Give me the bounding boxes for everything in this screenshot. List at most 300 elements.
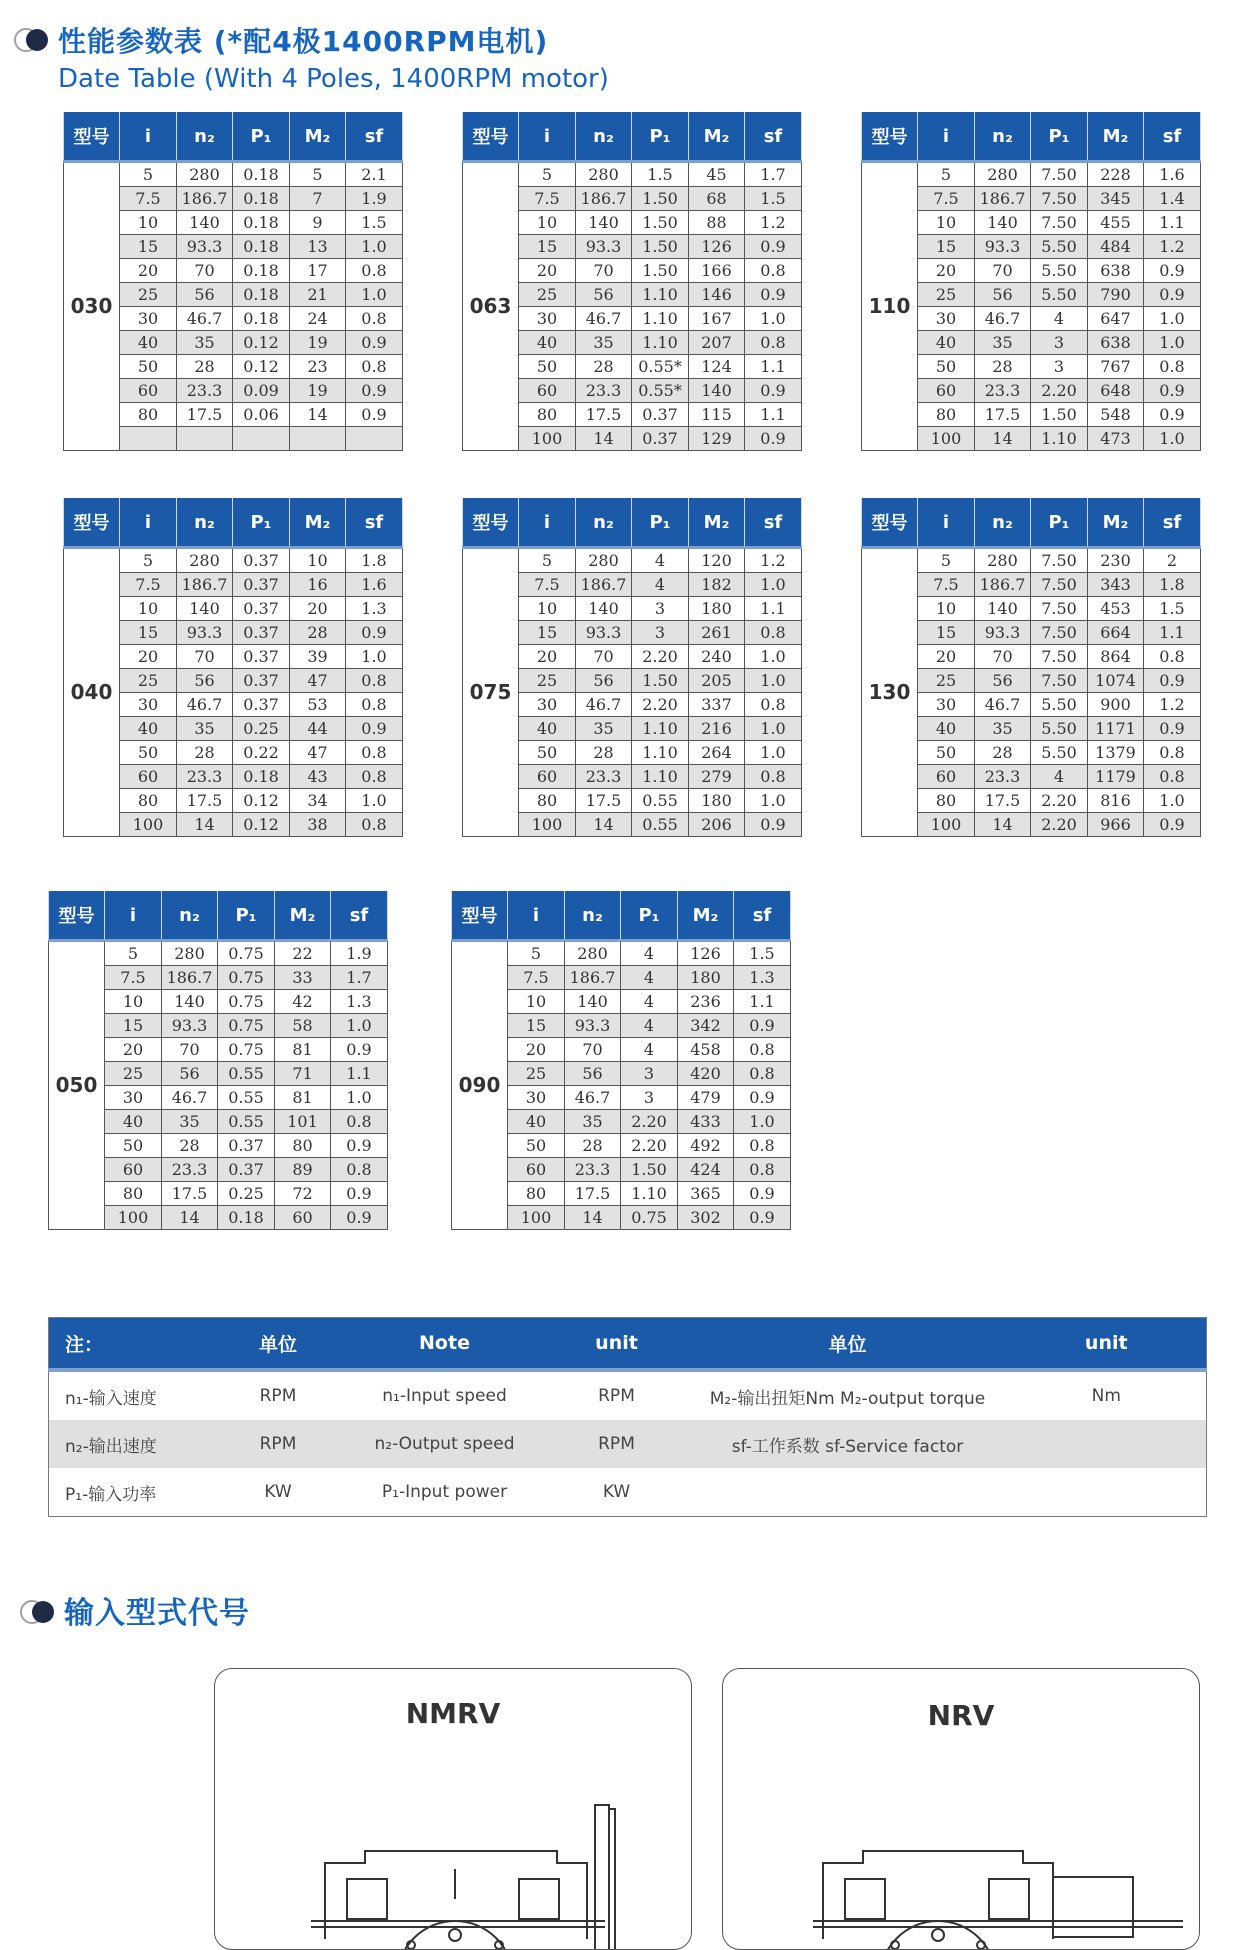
perf-cell: 900 bbox=[1088, 693, 1144, 717]
perf-cell: 80 bbox=[120, 403, 177, 427]
perf-cell: 14 bbox=[975, 813, 1031, 837]
perf-cell: 280 bbox=[975, 548, 1031, 573]
perf-table-130 bbox=[861, 498, 1201, 837]
perf-cell: 35 bbox=[975, 717, 1031, 741]
perf-header-cell: n₂ bbox=[565, 891, 621, 941]
perf-cell: 10 bbox=[508, 990, 565, 1014]
perf-cell: 1.0 bbox=[745, 645, 802, 669]
perf-cell: 60 bbox=[519, 379, 576, 403]
perf-cell: 186.7 bbox=[162, 966, 218, 990]
perf-cell: 15 bbox=[918, 621, 975, 645]
perf-cell: 93.3 bbox=[177, 621, 233, 645]
perf-cell: 23.3 bbox=[162, 1158, 218, 1182]
perf-cell: 70 bbox=[177, 645, 233, 669]
perf-cell: 120 bbox=[689, 548, 745, 573]
perf-cell: 1.10 bbox=[632, 717, 689, 741]
perf-cell: 1.0 bbox=[331, 1014, 388, 1038]
perf-cell: 492 bbox=[678, 1134, 734, 1158]
nmrv-label: NMRV bbox=[405, 1697, 501, 1730]
perf-cell: 0.18 bbox=[233, 283, 290, 307]
perf-cell: 0.9 bbox=[331, 1206, 388, 1230]
perf-cell: 7.5 bbox=[508, 966, 565, 990]
perf-cell: 0.9 bbox=[346, 331, 403, 355]
perf-cell: 50 bbox=[105, 1134, 162, 1158]
perf-header-cell: P₁ bbox=[233, 498, 290, 548]
perf-cell: 30 bbox=[120, 307, 177, 331]
perf-cell: 40 bbox=[120, 717, 177, 741]
perf-cell: 458 bbox=[678, 1038, 734, 1062]
perf-cell: 15 bbox=[519, 621, 576, 645]
perf-cell: 17.5 bbox=[177, 403, 233, 427]
perf-header-cell: 型号 bbox=[452, 891, 508, 941]
perf-cell: 2.20 bbox=[621, 1134, 678, 1158]
notes-cell: Nm bbox=[1091, 1386, 1121, 1406]
perf-cell: 22 bbox=[275, 941, 331, 966]
perf-cell bbox=[290, 427, 346, 451]
perf-cell: 0.8 bbox=[1144, 645, 1201, 669]
perf-cell: 3 bbox=[632, 597, 689, 621]
perf-cell: 0.9 bbox=[331, 1038, 388, 1062]
perf-cell: 453 bbox=[1088, 597, 1144, 621]
notes-header-note-cn: 注： bbox=[49, 1318, 212, 1371]
perf-header-cell: i bbox=[918, 498, 975, 548]
perf-header-cell: 型号 bbox=[49, 891, 105, 941]
perf-cell: 101 bbox=[275, 1110, 331, 1134]
perf-cell: 0.8 bbox=[331, 1158, 388, 1182]
perf-cell: 1.50 bbox=[621, 1158, 678, 1182]
perf-cell: 17.5 bbox=[975, 403, 1031, 427]
perf-header-cell: n₂ bbox=[162, 891, 218, 941]
perf-cell: 0.12 bbox=[233, 355, 290, 379]
perf-cell: 207 bbox=[689, 331, 745, 355]
notes-cell: KW bbox=[602, 1482, 631, 1502]
perf-cell: 23 bbox=[290, 355, 346, 379]
perf-cell: 1.1 bbox=[745, 355, 802, 379]
perf-cell: 1.6 bbox=[346, 573, 403, 597]
perf-table-075 bbox=[462, 498, 802, 837]
perf-cell: 50 bbox=[508, 1134, 565, 1158]
perf-cell: 5 bbox=[290, 162, 346, 187]
perf-cell: 0.37 bbox=[233, 669, 290, 693]
perf-cell: 19 bbox=[290, 331, 346, 355]
perf-cell: 50 bbox=[120, 741, 177, 765]
perf-cell: 2.20 bbox=[632, 645, 689, 669]
perf-cell: 80 bbox=[120, 789, 177, 813]
notes-cell: n₁-Input speed bbox=[382, 1386, 507, 1406]
perf-cell: 0.37 bbox=[632, 403, 689, 427]
perf-cell: 50 bbox=[120, 355, 177, 379]
perf-cell: 0.18 bbox=[233, 307, 290, 331]
perf-cell: 7 bbox=[290, 187, 346, 211]
perf-cell: 186.7 bbox=[177, 573, 233, 597]
perf-cell: 1.0 bbox=[346, 645, 403, 669]
perf-table-090 bbox=[451, 891, 791, 1230]
perf-cell: 56 bbox=[576, 283, 632, 307]
perf-cell: 46.7 bbox=[162, 1086, 218, 1110]
perf-cell: 7.50 bbox=[1031, 645, 1088, 669]
perf-cell: 0.8 bbox=[346, 259, 403, 283]
perf-cell: 80 bbox=[508, 1182, 565, 1206]
perf-cell: 1.9 bbox=[331, 941, 388, 966]
notes-cell: RPM bbox=[259, 1386, 297, 1406]
perf-cell: 23.3 bbox=[576, 765, 632, 789]
perf-cell: 28 bbox=[290, 621, 346, 645]
perf-cell: 0.8 bbox=[734, 1038, 791, 1062]
perf-cell: 17.5 bbox=[576, 403, 632, 427]
perf-header-cell: 型号 bbox=[64, 112, 120, 162]
perf-cell: 40 bbox=[105, 1110, 162, 1134]
perf-header-cell: n₂ bbox=[576, 112, 632, 162]
perf-cell: 1.10 bbox=[632, 765, 689, 789]
perf-cell: 365 bbox=[678, 1182, 734, 1206]
perf-cell: 20 bbox=[918, 645, 975, 669]
perf-cell: 1.8 bbox=[1144, 573, 1201, 597]
perf-cell: 46.7 bbox=[576, 307, 632, 331]
perf-cell: 56 bbox=[975, 669, 1031, 693]
perf-cell: 72 bbox=[275, 1182, 331, 1206]
notes-row bbox=[49, 1370, 1207, 1420]
perf-cell: 3 bbox=[621, 1062, 678, 1086]
perf-header-cell: M₂ bbox=[689, 498, 745, 548]
perf-cell: 17.5 bbox=[565, 1182, 621, 1206]
perf-cell: 35 bbox=[975, 331, 1031, 355]
perf-cell: 100 bbox=[918, 813, 975, 837]
perf-cell: 70 bbox=[576, 645, 632, 669]
perf-cell: 115 bbox=[689, 403, 745, 427]
perf-cell: 420 bbox=[678, 1062, 734, 1086]
perf-cell: 0.37 bbox=[632, 427, 689, 451]
notes-header-unit-en: unit bbox=[545, 1318, 689, 1371]
bullet-icon bbox=[14, 28, 48, 54]
perf-cell bbox=[120, 427, 177, 451]
perf-cell: 7.50 bbox=[1031, 573, 1088, 597]
perf-cell: 14 bbox=[975, 427, 1031, 451]
perf-cell: 0.55 bbox=[632, 789, 689, 813]
perf-cell: 1.0 bbox=[745, 789, 802, 813]
perf-cell: 1.0 bbox=[745, 573, 802, 597]
perf-cell: 0.9 bbox=[1144, 379, 1201, 403]
perf-cell: 20 bbox=[105, 1038, 162, 1062]
perf-cell: 25 bbox=[105, 1062, 162, 1086]
perf-cell: 16 bbox=[290, 573, 346, 597]
perf-header-cell: n₂ bbox=[975, 498, 1031, 548]
nrv-drawing-box bbox=[722, 1668, 1200, 1950]
perf-cell: 5.50 bbox=[1031, 717, 1088, 741]
model-cell: 090 bbox=[452, 941, 508, 1230]
perf-cell: 1.2 bbox=[745, 211, 802, 235]
perf-cell: 0.9 bbox=[1144, 283, 1201, 307]
perf-table-063 bbox=[462, 112, 802, 451]
perf-cell: 81 bbox=[275, 1038, 331, 1062]
perf-cell: 0.18 bbox=[233, 235, 290, 259]
perf-cell: 28 bbox=[177, 355, 233, 379]
perf-header-cell: M₂ bbox=[290, 112, 346, 162]
perf-cell: 0.22 bbox=[233, 741, 290, 765]
perf-cell: 0.9 bbox=[734, 1014, 791, 1038]
perf-header-cell: P₁ bbox=[1031, 498, 1088, 548]
perf-cell: 0.55 bbox=[632, 813, 689, 837]
perf-cell: 0.75 bbox=[218, 1014, 275, 1038]
perf-cell: 0.18 bbox=[233, 211, 290, 235]
perf-cell: 129 bbox=[689, 427, 745, 451]
perf-cell: 0.8 bbox=[346, 669, 403, 693]
perf-cell: 89 bbox=[275, 1158, 331, 1182]
perf-title-cn: 性能参数表 (*配4极1400RPM电机) bbox=[58, 25, 549, 58]
perf-header-cell: P₁ bbox=[621, 891, 678, 941]
perf-cell: 7.50 bbox=[1031, 669, 1088, 693]
perf-cell: 1.0 bbox=[346, 283, 403, 307]
perf-cell bbox=[177, 427, 233, 451]
perf-cell bbox=[346, 427, 403, 451]
perf-cell: 1.0 bbox=[745, 741, 802, 765]
perf-cell: 40 bbox=[918, 717, 975, 741]
perf-cell: 280 bbox=[576, 548, 632, 573]
perf-cell: 5 bbox=[120, 548, 177, 573]
perf-section-header bbox=[14, 22, 609, 96]
perf-cell: 0.12 bbox=[233, 813, 290, 837]
notes-cell: n₂-Output speed bbox=[345, 1420, 545, 1468]
perf-cell: 1.10 bbox=[632, 331, 689, 355]
perf-header-row bbox=[862, 498, 1201, 548]
perf-header-cell: M₂ bbox=[275, 891, 331, 941]
perf-header-row bbox=[49, 891, 388, 941]
perf-cell: 28 bbox=[576, 355, 632, 379]
perf-cell: 30 bbox=[918, 307, 975, 331]
perf-cell: 60 bbox=[120, 379, 177, 403]
perf-cell: 45 bbox=[689, 162, 745, 187]
perf-cell: 1.10 bbox=[632, 283, 689, 307]
perf-cell: 1074 bbox=[1088, 669, 1144, 693]
perf-header-row bbox=[862, 112, 1201, 162]
perf-cell: 2 bbox=[1144, 548, 1201, 573]
perf-cell: 15 bbox=[120, 235, 177, 259]
perf-cell: 0.75 bbox=[218, 1038, 275, 1062]
perf-header-cell: sf bbox=[331, 891, 388, 941]
perf-cell: 14 bbox=[162, 1206, 218, 1230]
perf-cell: 0.9 bbox=[1144, 259, 1201, 283]
perf-header-cell: i bbox=[519, 498, 576, 548]
perf-cell: 1.50 bbox=[1031, 403, 1088, 427]
perf-cell: 0.37 bbox=[218, 1134, 275, 1158]
perf-cell: 33 bbox=[275, 966, 331, 990]
perf-cell: 5.50 bbox=[1031, 693, 1088, 717]
perf-cell: 186.7 bbox=[975, 187, 1031, 211]
perf-cell: 81 bbox=[275, 1086, 331, 1110]
perf-cell: 50 bbox=[519, 741, 576, 765]
perf-cell: 0.18 bbox=[233, 765, 290, 789]
perf-cell: 0.18 bbox=[233, 187, 290, 211]
perf-cell: 46.7 bbox=[177, 307, 233, 331]
perf-cell: 15 bbox=[120, 621, 177, 645]
perf-cell: 0.8 bbox=[1144, 741, 1201, 765]
perf-cell: 28 bbox=[162, 1134, 218, 1158]
perf-cell: 473 bbox=[1088, 427, 1144, 451]
perf-cell: 28 bbox=[576, 741, 632, 765]
model-cell: 075 bbox=[463, 548, 519, 837]
perf-cell: 50 bbox=[918, 741, 975, 765]
perf-cell: 10 bbox=[918, 597, 975, 621]
perf-cell: 4 bbox=[632, 573, 689, 597]
perf-header-cell: sf bbox=[734, 891, 791, 941]
perf-cell: 1.3 bbox=[346, 597, 403, 621]
perf-cell: 17.5 bbox=[177, 789, 233, 813]
perf-cell: 0.8 bbox=[745, 693, 802, 717]
perf-table-040 bbox=[63, 498, 403, 837]
perf-cell: 280 bbox=[975, 162, 1031, 187]
perf-cell: 15 bbox=[508, 1014, 565, 1038]
perf-cell: 20 bbox=[519, 259, 576, 283]
notes-header-unit-cn-2: 单位 bbox=[689, 1318, 1007, 1371]
perf-cell: 1.10 bbox=[632, 741, 689, 765]
perf-cell: 1379 bbox=[1088, 741, 1144, 765]
perf-cell: 216 bbox=[689, 717, 745, 741]
perf-cell: 80 bbox=[105, 1182, 162, 1206]
perf-cell: 0.9 bbox=[745, 379, 802, 403]
perf-cell: 21 bbox=[290, 283, 346, 307]
perf-cell: 0.8 bbox=[346, 741, 403, 765]
perf-cell: 1.3 bbox=[734, 966, 791, 990]
perf-cell: 7.50 bbox=[1031, 621, 1088, 645]
perf-header-cell: i bbox=[120, 498, 177, 548]
model-cell: 040 bbox=[64, 548, 120, 837]
perf-header-cell: 型号 bbox=[463, 498, 519, 548]
perf-cell: 1.8 bbox=[346, 548, 403, 573]
perf-cell: 0.8 bbox=[346, 765, 403, 789]
perf-cell: 23.3 bbox=[177, 765, 233, 789]
perf-header-cell: n₂ bbox=[177, 498, 233, 548]
perf-cell: 205 bbox=[689, 669, 745, 693]
perf-cell: 1.6 bbox=[1144, 162, 1201, 187]
notes-cell: KW bbox=[264, 1482, 292, 1502]
perf-cell: 7.5 bbox=[918, 187, 975, 211]
perf-title-en: Date Table (With 4 Poles, 1400RPM motor) bbox=[58, 64, 609, 94]
perf-cell: 40 bbox=[120, 331, 177, 355]
perf-header-cell: M₂ bbox=[290, 498, 346, 548]
perf-cell: 206 bbox=[689, 813, 745, 837]
perf-cell: 5 bbox=[508, 941, 565, 966]
perf-cell: 1.0 bbox=[346, 235, 403, 259]
perf-cell: 0.55 bbox=[218, 1062, 275, 1086]
perf-cell: 0.9 bbox=[346, 403, 403, 427]
perf-cell: 100 bbox=[519, 813, 576, 837]
perf-cell: 433 bbox=[678, 1110, 734, 1134]
perf-cell: 28 bbox=[975, 355, 1031, 379]
perf-cell: 140 bbox=[975, 597, 1031, 621]
perf-cell: 0.9 bbox=[734, 1086, 791, 1110]
perf-cell: 35 bbox=[177, 331, 233, 355]
perf-cell: 0.37 bbox=[218, 1158, 275, 1182]
perf-cell: 1.5 bbox=[745, 187, 802, 211]
perf-cell: 140 bbox=[177, 597, 233, 621]
perf-cell: 5 bbox=[519, 162, 576, 187]
perf-cell: 15 bbox=[519, 235, 576, 259]
perf-header-cell: i bbox=[120, 112, 177, 162]
perf-row bbox=[463, 162, 802, 187]
perf-cell: 70 bbox=[565, 1038, 621, 1062]
perf-cell: 1171 bbox=[1088, 717, 1144, 741]
perf-cell: 3 bbox=[1031, 355, 1088, 379]
perf-cell: 1.0 bbox=[734, 1110, 791, 1134]
nrv-drawing bbox=[723, 1739, 1199, 1949]
perf-cell: 2.1 bbox=[346, 162, 403, 187]
perf-cell: 337 bbox=[689, 693, 745, 717]
perf-cell: 0.06 bbox=[233, 403, 290, 427]
perf-cell: 280 bbox=[177, 548, 233, 573]
perf-cell: 13 bbox=[290, 235, 346, 259]
perf-cell: 93.3 bbox=[565, 1014, 621, 1038]
perf-cell: 70 bbox=[162, 1038, 218, 1062]
input-section-title: 输入型式代号 bbox=[64, 1596, 250, 1631]
perf-cell: 70 bbox=[576, 259, 632, 283]
perf-cell: 0.9 bbox=[734, 1206, 791, 1230]
perf-cell: 0.8 bbox=[745, 765, 802, 789]
perf-header-cell: P₁ bbox=[632, 112, 689, 162]
perf-cell: 479 bbox=[678, 1086, 734, 1110]
perf-cell: 60 bbox=[508, 1158, 565, 1182]
perf-cell: 4 bbox=[621, 941, 678, 966]
perf-cell: 14 bbox=[565, 1206, 621, 1230]
perf-cell: 0.9 bbox=[346, 717, 403, 741]
perf-cell: 10 bbox=[120, 597, 177, 621]
perf-cell: 39 bbox=[290, 645, 346, 669]
perf-cell: 279 bbox=[689, 765, 745, 789]
perf-cell: 0.8 bbox=[734, 1134, 791, 1158]
perf-cell: 1.0 bbox=[331, 1086, 388, 1110]
perf-cell: 5 bbox=[120, 162, 177, 187]
perf-row bbox=[862, 162, 1201, 187]
perf-cell: 7.5 bbox=[105, 966, 162, 990]
perf-cell: 0.8 bbox=[346, 355, 403, 379]
perf-cell: 0.18 bbox=[233, 162, 290, 187]
perf-cell: 261 bbox=[689, 621, 745, 645]
perf-cell: 2.20 bbox=[1031, 813, 1088, 837]
perf-cell: 50 bbox=[918, 355, 975, 379]
perf-row bbox=[64, 548, 403, 573]
perf-cell: 0.9 bbox=[745, 427, 802, 451]
perf-cell: 15 bbox=[105, 1014, 162, 1038]
perf-cell: 28 bbox=[565, 1134, 621, 1158]
perf-cell: 5.50 bbox=[1031, 235, 1088, 259]
perf-cell: 230 bbox=[1088, 548, 1144, 573]
perf-cell: 0.9 bbox=[331, 1182, 388, 1206]
perf-cell: 56 bbox=[177, 669, 233, 693]
perf-cell: 0.25 bbox=[233, 717, 290, 741]
perf-cell: 0.37 bbox=[233, 597, 290, 621]
perf-cell: 180 bbox=[678, 966, 734, 990]
perf-header-cell: n₂ bbox=[975, 112, 1031, 162]
perf-cell: 140 bbox=[576, 211, 632, 235]
perf-cell: 2.20 bbox=[621, 1110, 678, 1134]
perf-header-cell: sf bbox=[1144, 112, 1201, 162]
perf-cell: 30 bbox=[519, 307, 576, 331]
perf-cell: 80 bbox=[519, 403, 576, 427]
perf-table-110 bbox=[861, 112, 1201, 451]
perf-cell: 25 bbox=[918, 669, 975, 693]
perf-cell: 1.5 bbox=[734, 941, 791, 966]
perf-cell: 0.55* bbox=[632, 355, 689, 379]
perf-cell: 280 bbox=[177, 162, 233, 187]
perf-cell: 1.50 bbox=[632, 669, 689, 693]
perf-cell: 1.50 bbox=[632, 211, 689, 235]
perf-cell: 767 bbox=[1088, 355, 1144, 379]
perf-cell: 70 bbox=[975, 645, 1031, 669]
perf-cell: 1.7 bbox=[331, 966, 388, 990]
perf-cell: 35 bbox=[565, 1110, 621, 1134]
perf-cell: 17.5 bbox=[975, 789, 1031, 813]
perf-header-cell: 型号 bbox=[64, 498, 120, 548]
perf-cell: 14 bbox=[177, 813, 233, 837]
perf-cell: 0.9 bbox=[745, 235, 802, 259]
